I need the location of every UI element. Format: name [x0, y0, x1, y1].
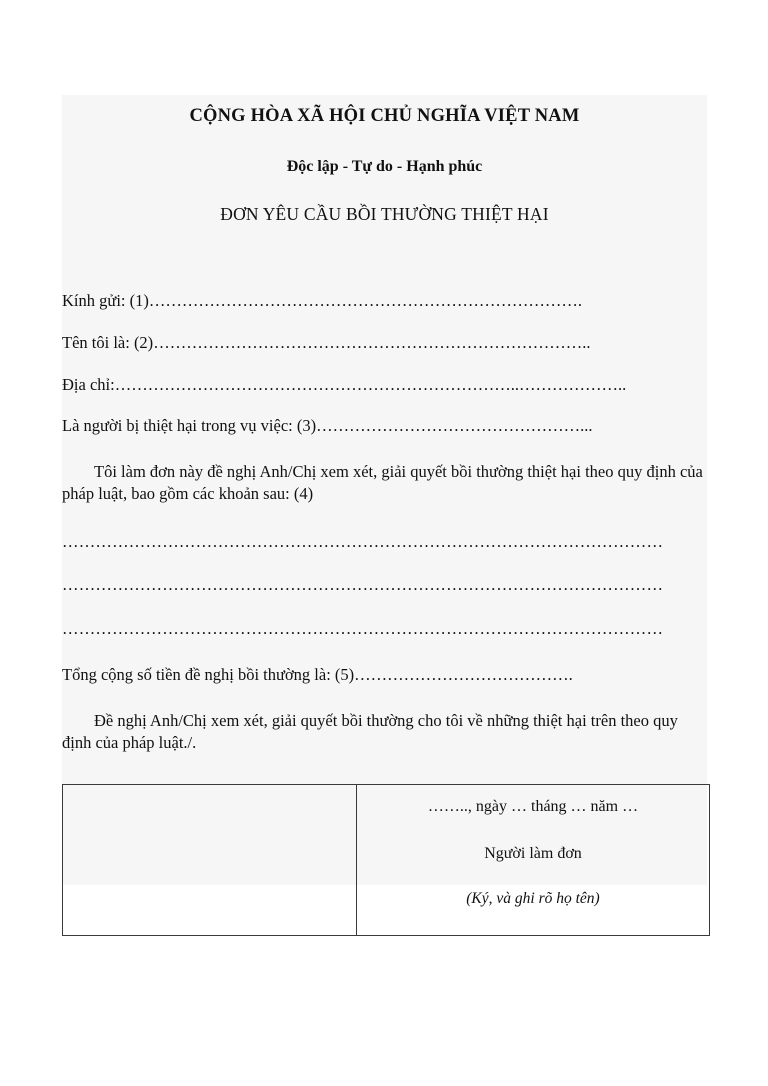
field-case-description-label: Là người bị thiệt hại trong vụ việc: (3)	[62, 416, 317, 436]
total-amount-label: Tổng cộng số tiền đề nghị bồi thường là: (5)	[62, 664, 355, 684]
signature-date-line: …….., ngày … tháng … năm …	[427, 798, 639, 816]
signature-cell-right	[357, 785, 710, 936]
field-address-label: Địa chỉ:	[62, 374, 115, 394]
national-motto: Độc lập - Tự do - Hạnh phúc	[286, 158, 483, 176]
blank-dotted-line-3: ………………………………………………………………………………………………	[62, 619, 664, 638]
signature-role-label: Người làm đơn	[484, 844, 582, 862]
field-case-description	[62, 416, 707, 437]
field-recipient-label: Kính gửi: (1)	[62, 291, 149, 311]
request-paragraph: Tôi làm đơn này đề nghị Anh/Chị xem xét, giải quyết bồi thường thiệt hại theo quy định của pháp luật, bao gồm các khoản sau: (4)	[62, 461, 703, 503]
table-row	[63, 785, 710, 936]
field-applicant-name-dots: ……………………………………………………………………..	[153, 333, 591, 352]
signature-block	[357, 785, 709, 909]
closing-paragraph: Đề nghị Anh/Chị xem xét, giải quyết bồi thường cho tôi về những thiệt hại trên theo quy định của pháp luật./.	[62, 711, 678, 753]
field-address	[62, 375, 707, 396]
signature-cell-left	[63, 785, 357, 936]
field-recipient-dots: …………………………………………………………………….	[148, 291, 582, 311]
document-title: ĐƠN YÊU CẦU BỒI THƯỜNG THIỆT HẠI	[220, 204, 549, 225]
blank-dotted-line-1: ………………………………………………………………………………………………	[62, 531, 664, 551]
total-amount-dots: ………………………………….	[354, 664, 573, 684]
field-applicant-name-label: Tên tôi là: (2)	[62, 333, 154, 352]
field-address-dots: ………………………………………………………………..………………..	[114, 374, 627, 394]
signature-table	[62, 784, 710, 936]
field-applicant-name	[62, 333, 707, 354]
national-title: CỘNG HÒA XÃ HỘI CHỦ NGHĨA VIỆT NAM	[189, 106, 580, 126]
field-recipient	[62, 291, 707, 312]
field-case-description-dots: …………………………………………...	[316, 416, 593, 436]
document-heading-block	[62, 105, 707, 225]
total-amount-line	[62, 665, 707, 686]
blank-dotted-line-2: ………………………………………………………………………………………………	[62, 575, 664, 595]
signature-instruction-note: (Ký, và ghi rõ họ tên)	[466, 889, 600, 907]
document-body	[62, 95, 707, 936]
